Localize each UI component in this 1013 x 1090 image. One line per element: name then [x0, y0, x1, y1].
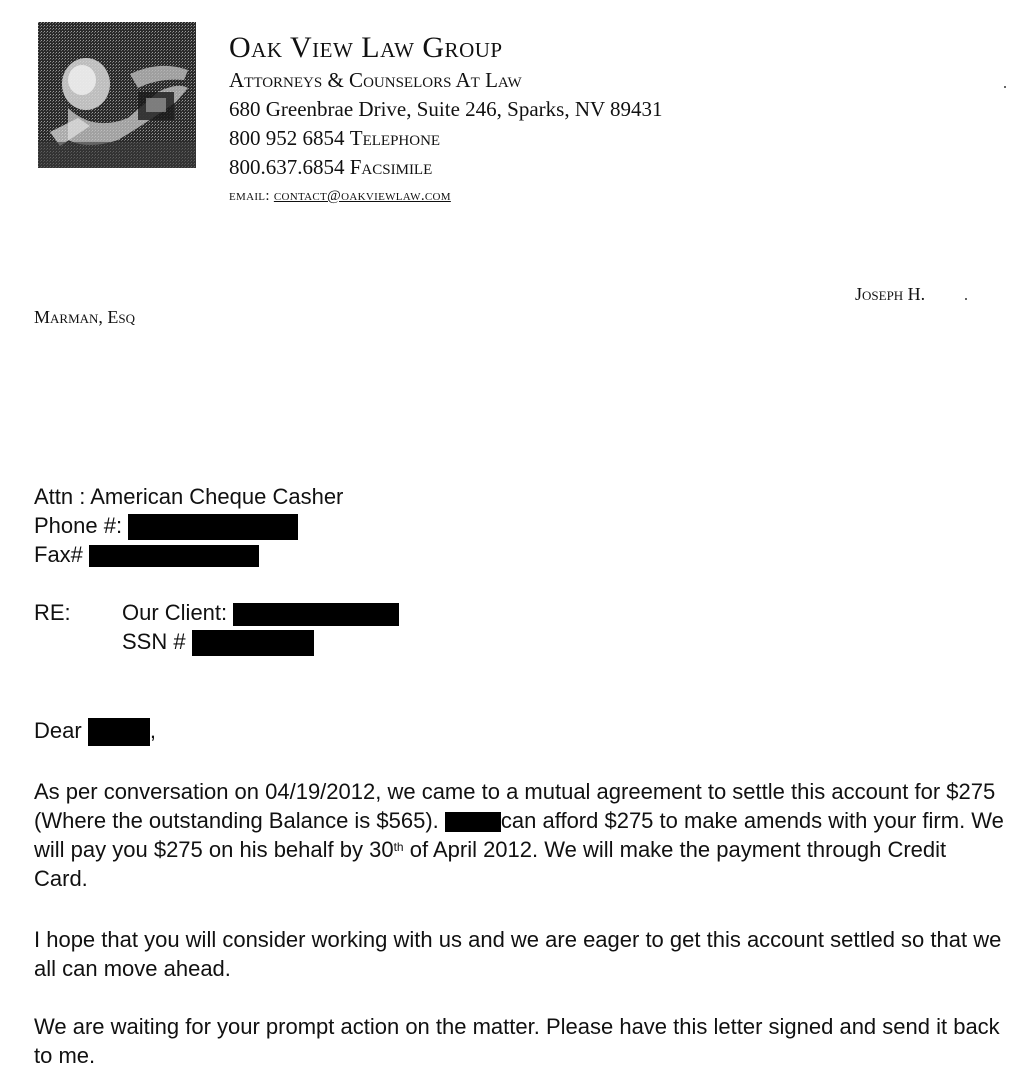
p1-text-b: can afford $275 to make amends with your firm. We will pay you $275 on his behalf by 30: [34, 808, 1004, 862]
redacted-client-inline: [445, 812, 501, 832]
scan-speck: [1004, 86, 1006, 88]
body-paragraph-3: We are waiting for your prompt action on the matter. Please have this letter signed and send it back to me.: [34, 1014, 1000, 1068]
redacted-fax: [89, 545, 259, 567]
redacted-client-name: [233, 603, 399, 626]
body-paragraph-1: [34, 777, 1004, 893]
firm-tagline: Attorneys & Counselors At Law: [229, 68, 522, 92]
fax-label: Facsimile: [349, 155, 433, 179]
telephone-number: 800 952 6854: [229, 126, 345, 150]
fax-number: 800.637.6854: [229, 155, 345, 179]
client-line: [122, 598, 399, 627]
attorney-last-name: Marman, Esq: [34, 307, 136, 327]
body-paragraph-2: I hope that you will consider working with us and we are eager to get this account settled so that we all can move ahead.: [34, 927, 1002, 981]
p1-text-a: As per conversation on 04/19/2012, we came to a mutual agreement to settle this account for $275 (Where the outstanding Balance is $565).: [34, 779, 996, 833]
ssn-label: SSN #: [122, 629, 186, 654]
firm-logo-image: [38, 22, 196, 168]
salutation: [34, 716, 156, 746]
salutation-comma: ,: [149, 718, 156, 743]
fax-line: [34, 540, 343, 569]
client-label: Our Client:: [122, 600, 228, 625]
p1-text-c: of April 2012. We will make the payment through Credit Card.: [34, 837, 947, 891]
letterhead: [229, 30, 663, 210]
email-link[interactable]: contact@oakviewlaw.com: [273, 188, 451, 204]
reference-block: [122, 598, 399, 656]
firm-email: [229, 182, 663, 210]
recipient-block: [34, 482, 343, 569]
scan-speck: [965, 298, 967, 300]
email-label: email:: [229, 188, 270, 204]
attn-line: Attn : American Cheque Casher: [34, 484, 344, 509]
ordinal-suffix: th: [393, 840, 404, 854]
phone-label: Phone #:: [34, 513, 123, 538]
salutation-dear: Dear: [34, 718, 82, 743]
redacted-recipient-name: [88, 718, 150, 746]
telephone-label: Telephone: [349, 126, 441, 150]
fax-label-recipient: Fax#: [34, 542, 83, 568]
firm-telephone: [229, 124, 663, 153]
phone-line: [34, 511, 343, 540]
ssn-line: [122, 627, 399, 656]
firm-address: 680 Greenbrae Drive, Suite 246, Sparks, NV 89431: [229, 97, 663, 121]
redacted-phone: [128, 514, 298, 540]
firm-name: Oak View Law Group: [229, 31, 503, 64]
re-label: RE:: [34, 600, 71, 625]
attorney-first-name: Joseph H.: [855, 284, 926, 304]
firm-fax: [229, 153, 663, 182]
redacted-ssn: [192, 630, 314, 656]
